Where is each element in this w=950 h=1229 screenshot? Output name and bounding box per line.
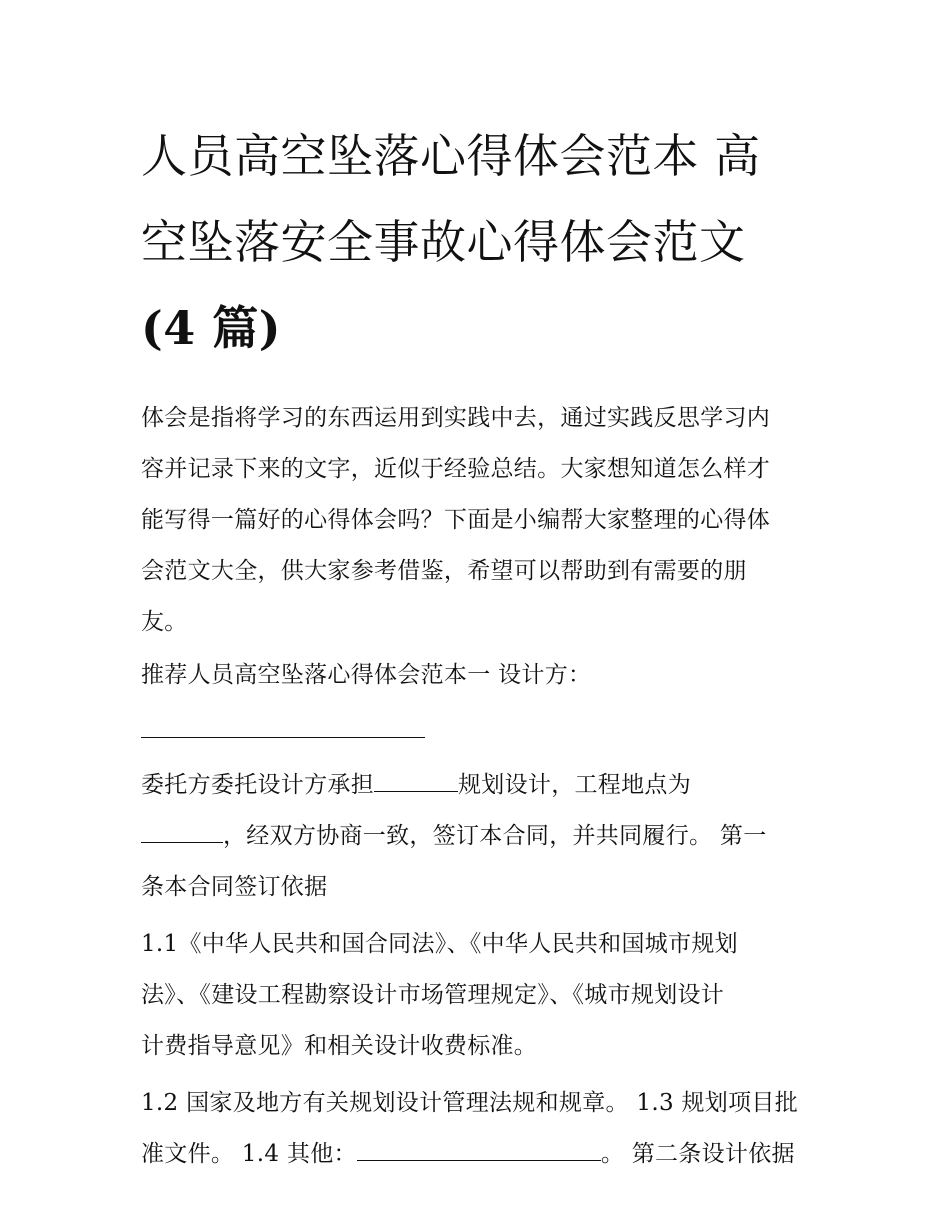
intro-line-3: 能写得一篇好的心得体会吗？下面是小编帮大家整理的心得体 (141, 507, 771, 533)
entrust-text-1: 委托方委托设计方承担 (141, 772, 374, 798)
intro-line-5: 友。 (141, 609, 188, 635)
document-page (141, 113, 813, 1180)
intro-line-1: 体会是指将学习的东西运用到实践中去，通过实践反思学习内 (141, 405, 771, 431)
entrust-paragraph (141, 760, 813, 913)
clause-1-2-text-1: 准文件。 1.4 其他： (141, 1141, 357, 1167)
clause-1-2 (141, 1078, 813, 1180)
project-blank (374, 765, 458, 792)
clause-1-1-line-1: 1.1《中华人民共和国合同法》、《中华人民共和国城市规划 (141, 931, 738, 957)
clause-1-1-line-3: 计费指导意见》和相关设计收费标准。 (141, 1033, 538, 1059)
clause-1-2-text-2: 。 第二条设计依据 (600, 1141, 795, 1167)
entrust-text-2: 规划设计，工程地点为 (458, 772, 691, 798)
intro-line-4: 会范文大全，供大家参考借鉴，希望可以帮助到有需要的朋 (141, 558, 747, 584)
title-line-3: (4 篇) (141, 301, 282, 355)
other-blank (357, 1134, 601, 1161)
clause-1-2-line-1: 1.2 国家及地方有关规划设计管理法规和规章。 1.3 规划项目批 (141, 1090, 798, 1116)
intro-paragraph (141, 393, 813, 648)
intro-line-2: 容并记录下来的文字，近似于经验总结。大家想知道怎么样才 (141, 456, 771, 482)
document-title (141, 113, 813, 371)
recommend-heading: 推荐人员高空坠落心得体会范本一 设计方： (141, 662, 592, 688)
entrust-text-3: ，经双方协商一致，签订本合同，并共同履行。 第一 (223, 823, 767, 849)
designer-blank-line (141, 723, 425, 738)
clause-1-1-line-2: 法》、《建设工程勘察设计市场管理规定》、《城市规划设计 (141, 982, 725, 1008)
location-blank (141, 816, 223, 843)
title-line-1: 人员高空坠落心得体会范本 高 (141, 129, 761, 183)
title-line-2: 空坠落安全事故心得体会范文 (141, 215, 746, 269)
entrust-text-4: 条本合同签订依据 (141, 874, 328, 900)
clause-1-1 (141, 919, 813, 1072)
